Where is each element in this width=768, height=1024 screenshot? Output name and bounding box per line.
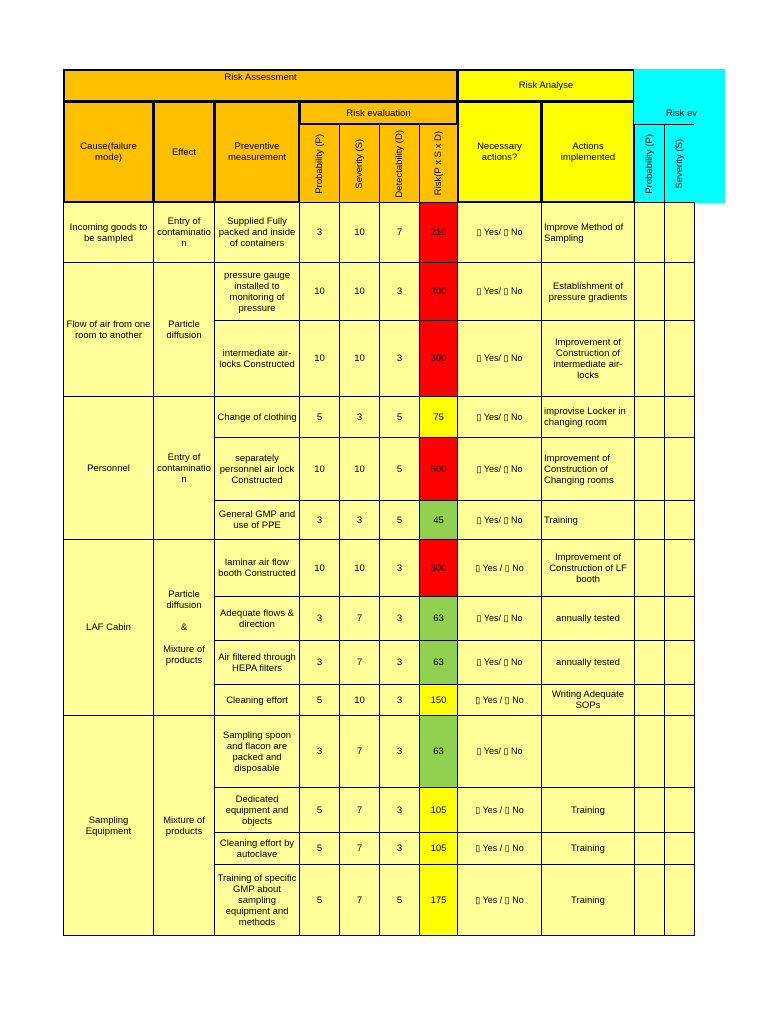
detectability-cell-8: [379, 640, 420, 685]
necessary-cell-1: [457, 262, 542, 321]
measure-cell-3: [214, 396, 300, 438]
severity2-cell-9: [664, 684, 695, 716]
risk-cell-7-text: 63: [433, 613, 444, 624]
probability-cell-10: [299, 715, 340, 788]
detectability-cell-3-text: 5: [396, 411, 403, 423]
detectability-cell-1: [379, 262, 420, 321]
actions-implemented-header-text: Actions implemented: [560, 141, 616, 163]
measure-cell-6-text: laminar air flow booth Constructed: [218, 557, 296, 579]
severity-cell-12-text: 7: [356, 843, 363, 854]
action-cell-7: [541, 596, 635, 641]
risk-evaluation-header: [299, 101, 458, 125]
action-cell-2: [541, 320, 635, 397]
action-cell-8: [541, 640, 635, 685]
detectability-cell-12: [379, 832, 420, 865]
risk-evaluation-header-text: Risk evaluation: [346, 107, 411, 119]
cause-header: [63, 101, 154, 203]
probability-header: [299, 124, 340, 203]
risk-cell-3: [419, 396, 458, 438]
measure-cell-7: [214, 596, 300, 641]
severity2-cell-8: [664, 640, 695, 685]
detectability-cell-5-text: 5: [396, 514, 403, 526]
measure-cell-2: [214, 320, 300, 397]
severity-cell-1-text: 10: [354, 286, 365, 297]
cause-header-text: Cause(failure mode): [80, 141, 137, 163]
detectability-header: [379, 124, 420, 203]
necessary-cell-11-text: ▯ Yes / ▯ No: [475, 804, 524, 815]
risk-formula-header: [419, 124, 458, 203]
necessary-cell-7: [457, 596, 542, 641]
risk-cell-3-text: 75: [433, 411, 444, 423]
risk-cell-8-text: 63: [433, 657, 444, 668]
necessary-cell-9-text: ▯ Yes / ▯ No: [475, 694, 524, 705]
measure-cell-1: [214, 262, 300, 321]
detectability-cell-13: [379, 864, 420, 936]
risk-cell-0-text: 210: [430, 227, 447, 238]
severity-cell-7-text: 7: [356, 613, 363, 624]
probability-cell-13-text: 5: [316, 894, 323, 906]
cause-cell-4: [63, 715, 154, 936]
necessary-cell-8-text: ▯ Yes/ ▯ No: [476, 657, 523, 667]
cause-cell-4-text: Sampling Equipment: [85, 814, 132, 837]
risk-cell-2-text: 300: [430, 353, 447, 364]
severity-cell-4: [339, 437, 380, 501]
probability-cell-6-text: 10: [314, 562, 325, 574]
action-cell-0: [541, 202, 635, 263]
probability-cell-0-text: 3: [316, 227, 323, 238]
severity-cell-6: [339, 539, 380, 597]
measure-cell-11: [214, 787, 300, 833]
severity-cell-1: [339, 262, 380, 321]
probability-cell-3: [299, 396, 340, 438]
risk-cell-1: [419, 262, 458, 321]
necessary-cell-3-text: ▯ Yes/ ▯ No: [476, 411, 523, 422]
effect-cell-0-text: Entry of contaminatio n: [157, 216, 211, 249]
detectability-cell-11: [379, 787, 420, 833]
probability-cell-4-text: 10: [314, 463, 325, 475]
necessary-cell-12-text: ▯ Yes / ▯ No: [475, 843, 524, 853]
severity2-header: [664, 124, 695, 203]
detectability-cell-11-text: 3: [396, 804, 403, 816]
probability2-cell-2: [634, 320, 665, 397]
effect-cell-3-text: Particle diffusion & Mixture of products: [163, 589, 205, 666]
risk-cell-11: [419, 787, 458, 833]
severity-header: [339, 124, 380, 203]
probability-cell-8: [299, 640, 340, 685]
severity2-cell-0: [664, 202, 695, 263]
risk-assessment-header: [63, 69, 458, 102]
detectability-cell-2: [379, 320, 420, 397]
action-cell-11-text: Training: [571, 804, 605, 816]
necessary-cell-9: [457, 684, 542, 716]
severity-header-text: Severity (S): [354, 138, 365, 189]
measure-cell-11-text: Dedicated equipment and objects: [225, 793, 289, 827]
severity2-cell-6: [664, 539, 695, 597]
severity2-cell-1: [664, 262, 695, 321]
severity-cell-7: [339, 596, 380, 641]
severity-cell-12: [339, 832, 380, 865]
severity-cell-0-text: 10: [354, 227, 365, 238]
severity-cell-6-text: 10: [354, 562, 365, 574]
detectability-cell-12-text: 3: [396, 843, 403, 854]
severity2-cell-4: [664, 437, 695, 501]
necessary-cell-0-text: ▯ Yes/ ▯ No: [476, 227, 523, 237]
detectability-cell-6-text: 3: [396, 562, 403, 574]
necessary-cell-13-text: ▯ Yes / ▯ No: [475, 894, 524, 905]
severity-cell-0: [339, 202, 380, 263]
measure-cell-0-text: Supplied Fully packed and inside of containers: [218, 216, 296, 249]
probability-cell-7: [299, 596, 340, 641]
action-cell-13: [541, 864, 635, 936]
severity-cell-2: [339, 320, 380, 397]
severity-cell-13-text: 7: [356, 894, 363, 906]
action-cell-4: [541, 437, 635, 501]
measure-cell-0: [214, 202, 300, 263]
risk-cell-0: [419, 202, 458, 263]
severity-cell-8-text: 7: [356, 657, 363, 668]
severity-cell-5: [339, 500, 380, 540]
action-cell-9-text: Writing Adequate SOPs: [551, 689, 625, 711]
action-cell-5-text: Training: [544, 514, 578, 526]
severity-cell-11: [339, 787, 380, 833]
measure-cell-13-text: Training of specific GMP about sampling equipment and methods: [217, 872, 297, 928]
severity2-header-text: Severity (S): [674, 138, 685, 189]
risk-cell-13: [419, 864, 458, 936]
effect-header-text: Effect: [171, 146, 197, 158]
severity-cell-13: [339, 864, 380, 936]
probability-cell-12-text: 5: [316, 843, 323, 854]
measure-cell-12-text: Cleaning effort by autoclave: [219, 837, 295, 860]
probability2-cell-3: [634, 396, 665, 438]
preventive-header: [214, 101, 300, 203]
necessary-cell-0: [457, 202, 542, 263]
risk-cell-5-text: 45: [433, 514, 444, 526]
action-cell-12: [541, 832, 635, 865]
risk-cell-1-text: 300: [430, 286, 447, 297]
probability2-header-text: Probability (P): [644, 133, 655, 194]
probability-cell-2-text: 10: [314, 353, 325, 364]
probability-cell-8-text: 3: [316, 657, 323, 668]
risk-ev-header: [634, 101, 725, 125]
severity-cell-5-text: 3: [356, 514, 363, 526]
measure-cell-6: [214, 539, 300, 597]
risk-analyse-header-text: Risk Analyse: [518, 80, 574, 91]
effect-cell-4-text: Mixture of products: [163, 814, 205, 837]
probability2-cell-1: [634, 262, 665, 321]
effect-cell-3: [153, 539, 215, 716]
detectability-cell-8-text: 3: [396, 657, 403, 668]
severity-cell-10-text: 7: [356, 746, 363, 757]
probability-cell-1: [299, 262, 340, 321]
risk-cell-8: [419, 640, 458, 685]
probability-cell-4: [299, 437, 340, 501]
measure-cell-13: [214, 864, 300, 936]
necessary-cell-6-text: ▯ Yes / ▯ No: [475, 562, 524, 573]
action-cell-10: [541, 715, 635, 788]
cause-cell-2: [63, 396, 154, 540]
measure-cell-1-text: pressure gauge installed to monitoring of pressure: [223, 269, 291, 314]
severity2-cell-12: [664, 832, 695, 865]
risk-analyse-header: [457, 69, 635, 102]
action-cell-8-text: annually tested: [556, 657, 620, 668]
severity2-cell-5: [664, 500, 695, 540]
risk-cell-10: [419, 715, 458, 788]
cause-cell-1: [63, 262, 154, 397]
probability-cell-12: [299, 832, 340, 865]
risk-cell-11-text: 105: [430, 804, 447, 816]
risk-formula-header-text: Risk(P x S x D): [433, 131, 444, 196]
action-cell-2-text: Improvement of Construction of intermediate air-locks: [553, 336, 623, 381]
severity-cell-3-text: 3: [356, 411, 363, 423]
measure-cell-2-text: intermediate air-locks Constructed: [219, 347, 295, 370]
effect-cell-2-text: Entry of contaminatio n: [157, 451, 211, 485]
necessary-cell-11: [457, 787, 542, 833]
necessary-actions-header-text: Necessary actions?: [477, 141, 522, 163]
risk-cell-7: [419, 596, 458, 641]
measure-cell-7-text: Adequate flows & direction: [220, 607, 294, 630]
risk-cell-2: [419, 320, 458, 397]
measure-cell-9-text: Cleaning effort: [226, 694, 288, 706]
necessary-cell-4-text: ▯ Yes/ ▯ No: [476, 463, 523, 474]
detectability-cell-10-text: 3: [396, 746, 403, 757]
probability2-cell-6: [634, 539, 665, 597]
effect-header: [153, 101, 215, 203]
measure-cell-3-text: Change of clothing: [217, 411, 297, 423]
severity2-cell-13: [664, 864, 695, 936]
detectability-cell-9: [379, 684, 420, 716]
detectability-cell-10: [379, 715, 420, 788]
detectability-cell-0-text: 7: [396, 227, 403, 238]
necessary-cell-2: [457, 320, 542, 397]
necessary-cell-10: [457, 715, 542, 788]
probability2-header: [634, 124, 665, 203]
cause-cell-0: [63, 202, 154, 263]
severity-cell-2-text: 10: [354, 353, 365, 364]
action-cell-3-text: improvise Locker in changing room: [544, 406, 626, 428]
effect-cell-1-text: Particle diffusion: [166, 318, 202, 341]
probability-cell-13: [299, 864, 340, 936]
measure-cell-10-text: Sampling spoon and flacon are packed and disposable: [222, 729, 292, 774]
severity2-cell-10: [664, 715, 695, 788]
measure-cell-8: [214, 640, 300, 685]
severity2-cell-2: [664, 320, 695, 397]
risk-cell-12-text: 105: [430, 843, 447, 854]
severity2-cell-7: [664, 596, 695, 641]
action-cell-12-text: Training: [571, 843, 605, 854]
probability2-cell-8: [634, 640, 665, 685]
probability-cell-9: [299, 684, 340, 716]
probability2-cell-9: [634, 684, 665, 716]
preventive-header-text: Preventive measurement: [227, 141, 287, 163]
action-cell-9: [541, 684, 635, 716]
necessary-actions-header: [457, 101, 542, 203]
cyan-edge: [694, 124, 725, 203]
detectability-cell-5: [379, 500, 420, 540]
detectability-cell-6: [379, 539, 420, 597]
measure-cell-10: [214, 715, 300, 788]
action-cell-5: [541, 500, 635, 540]
necessary-cell-12: [457, 832, 542, 865]
risk-cell-9: [419, 684, 458, 716]
probability-cell-11-text: 5: [316, 804, 323, 816]
action-cell-0-text: Improve Method of Sampling: [544, 221, 624, 244]
probability-cell-5: [299, 500, 340, 540]
effect-cell-0: [153, 202, 215, 263]
measure-cell-9: [214, 684, 300, 716]
risk-evaluation2-header-band: [634, 69, 725, 102]
action-cell-13-text: Training: [571, 894, 605, 906]
actions-implemented-header: [541, 101, 635, 203]
measure-cell-4-text: separately personnel air lock Constructed: [219, 452, 295, 486]
probability-cell-11: [299, 787, 340, 833]
probability-cell-1-text: 10: [314, 286, 325, 297]
probability-cell-5-text: 3: [316, 514, 323, 526]
necessary-cell-3: [457, 396, 542, 438]
detectability-cell-7: [379, 596, 420, 641]
cause-cell-0-text: Incoming goods to be sampled: [69, 221, 148, 244]
measure-cell-5-text: General GMP and use of PPE: [218, 509, 296, 531]
measure-cell-8-text: Air filtered through HEPA filters: [218, 651, 296, 674]
necessary-cell-10-text: ▯ Yes/ ▯ No: [476, 746, 523, 756]
necessary-cell-5: [457, 500, 542, 540]
necessary-cell-2-text: ▯ Yes/ ▯ No: [476, 353, 523, 363]
action-cell-6: [541, 539, 635, 597]
action-cell-11: [541, 787, 635, 833]
necessary-cell-5-text: ▯ Yes/ ▯ No: [476, 514, 523, 525]
severity-cell-9-text: 10: [354, 694, 365, 706]
probability-cell-6: [299, 539, 340, 597]
risk-cell-6-text: 300: [430, 562, 447, 574]
action-cell-1-text: Establishment of pressure gradients: [548, 280, 628, 303]
risk-cell-10-text: 63: [433, 746, 444, 757]
severity-cell-11-text: 7: [356, 804, 363, 816]
probability2-cell-4: [634, 437, 665, 501]
detectability-cell-7-text: 3: [396, 613, 403, 624]
detectability-cell-3: [379, 396, 420, 438]
severity-cell-10: [339, 715, 380, 788]
cause-cell-2-text: Personnel: [87, 462, 130, 474]
effect-cell-2: [153, 396, 215, 540]
measure-cell-12: [214, 832, 300, 865]
probability2-cell-13: [634, 864, 665, 936]
probability2-cell-0: [634, 202, 665, 263]
severity2-cell-11: [664, 787, 695, 833]
necessary-cell-7-text: ▯ Yes/ ▯ No: [476, 613, 523, 623]
risk-cell-4-text: 500: [430, 463, 447, 475]
effect-cell-4: [153, 715, 215, 936]
severity-cell-3: [339, 396, 380, 438]
necessary-cell-1-text: ▯ Yes/ ▯ No: [476, 286, 523, 296]
necessary-cell-13: [457, 864, 542, 936]
probability2-cell-7: [634, 596, 665, 641]
detectability-cell-2-text: 3: [396, 353, 403, 364]
probability-header-text: Probability (P): [314, 133, 325, 194]
risk-ev-header-text: Risk ev: [665, 107, 697, 119]
risk-cell-6: [419, 539, 458, 597]
probability-cell-9-text: 5: [316, 694, 323, 706]
probability-cell-3-text: 5: [316, 411, 323, 423]
cause-cell-1-text: Flow of air from one room to another: [66, 318, 151, 341]
measure-cell-5: [214, 500, 300, 540]
probability-cell-7-text: 3: [316, 613, 323, 624]
necessary-cell-8: [457, 640, 542, 685]
risk-cell-9-text: 150: [430, 694, 447, 706]
risk-cell-5: [419, 500, 458, 540]
detectability-header-text: Detectability (D): [394, 129, 405, 198]
effect-cell-1: [153, 262, 215, 397]
risk-cell-13-text: 175: [430, 894, 447, 906]
cause-cell-3-text: LAF Cabin: [86, 622, 131, 633]
detectability-cell-0: [379, 202, 420, 263]
detectability-cell-4: [379, 437, 420, 501]
measure-cell-4: [214, 437, 300, 501]
necessary-cell-6: [457, 539, 542, 597]
detectability-cell-1-text: 3: [396, 286, 403, 297]
probability-cell-10-text: 3: [316, 746, 323, 757]
probability-cell-0: [299, 202, 340, 263]
action-cell-4-text: Improvement of Construction of Changing rooms: [544, 452, 614, 486]
severity-cell-9: [339, 684, 380, 716]
severity-cell-8: [339, 640, 380, 685]
probability-cell-2: [299, 320, 340, 397]
detectability-cell-4-text: 5: [396, 463, 403, 475]
cause-cell-3: [63, 539, 154, 716]
severity2-cell-3: [664, 396, 695, 438]
detectability-cell-9-text: 3: [396, 694, 403, 706]
action-cell-7-text: annually tested: [556, 613, 620, 624]
probability2-cell-12: [634, 832, 665, 865]
action-cell-1: [541, 262, 635, 321]
risk-cell-4: [419, 437, 458, 501]
probability2-cell-10: [634, 715, 665, 788]
action-cell-6-text: Improvement of Construction of LF booth: [549, 551, 627, 585]
probability2-cell-11: [634, 787, 665, 833]
necessary-cell-4: [457, 437, 542, 501]
action-cell-3: [541, 396, 635, 438]
risk-cell-12: [419, 832, 458, 865]
detectability-cell-13-text: 5: [396, 894, 403, 906]
severity-cell-4-text: 10: [354, 463, 365, 475]
probability2-cell-5: [634, 500, 665, 540]
risk-assessment-header-text: Risk Assessment: [224, 72, 297, 83]
